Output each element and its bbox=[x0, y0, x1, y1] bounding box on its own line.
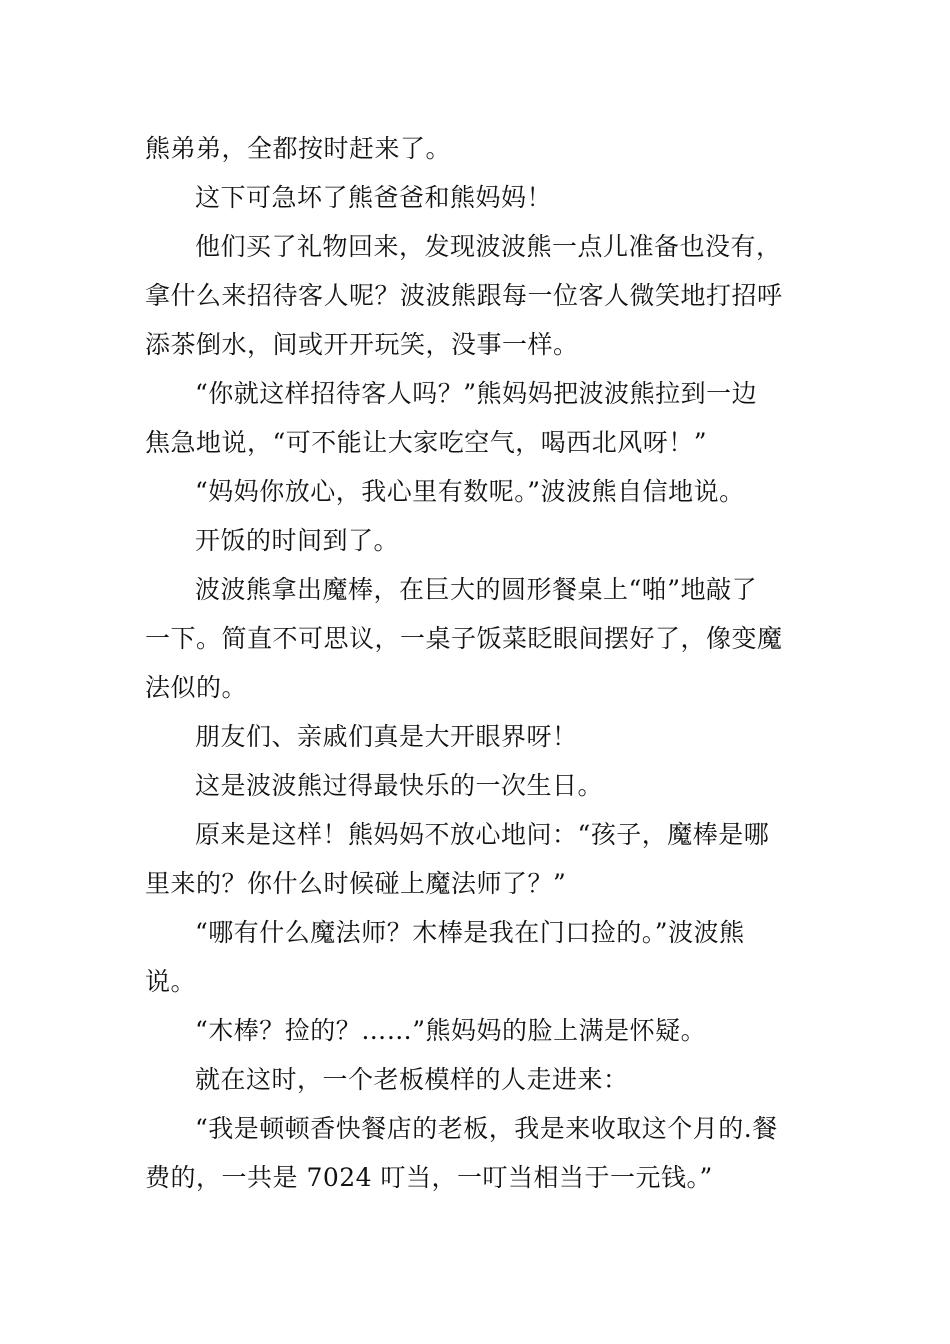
text-line: “哪有什么魔法师？木棒是我在门口捡的。”波波熊 bbox=[195, 918, 745, 947]
text-line: 这下可急坏了熊爸爸和熊妈妈！ bbox=[195, 183, 553, 212]
text-line: “你就这样招待客人吗？”熊妈妈把波波熊拉到一边 bbox=[195, 379, 758, 408]
text-line: 拿什么来招待客人呢？波波熊跟每一位客人微笑地打招呼 bbox=[145, 281, 783, 310]
text-line: 里来的？你什么时候碰上魔法师了？” bbox=[145, 869, 567, 898]
text-line: 法似的。 bbox=[145, 673, 248, 702]
text-line: 波波熊拿出魔棒，在巨大的圆形餐桌上“啪”地敲了 bbox=[195, 575, 758, 604]
text-line: 原来是这样！熊妈妈不放心地问：“孩子，魔棒是哪 bbox=[195, 820, 770, 849]
document-body bbox=[145, 124, 810, 1202]
text-line: “妈妈你放心，我心里有数呢。”波波熊自信地说。 bbox=[195, 477, 745, 506]
text-line: 朋友们、亲戚们真是大开眼界呀！ bbox=[195, 722, 578, 751]
text-line: 一下。简直不可思议，一桌子饭菜眨眼间摆好了，像变魔 bbox=[145, 624, 783, 653]
text-line: 焦急地说，“可不能让大家吃空气，喝西北风呀！” bbox=[145, 428, 708, 457]
text-line: “我是顿顿香快餐店的老板，我是来收取这个月的.餐 bbox=[195, 1114, 778, 1143]
text-line: “木棒？捡的？……”熊妈妈的脸上满是怀疑。 bbox=[195, 1016, 707, 1045]
text-line: 费的，一共是 7024 叮当，一叮当相当于一元钱。” bbox=[145, 1163, 713, 1192]
text-line: 添茶倒水，间或开开玩笑，没事一样。 bbox=[145, 330, 579, 359]
text-line: 这是波波熊过得最快乐的一次生日。 bbox=[195, 771, 604, 800]
text-line: 说。 bbox=[145, 967, 197, 996]
text-line: 就在这时，一个老板模样的人走进来： bbox=[195, 1065, 629, 1094]
text-line: 开饭的时间到了。 bbox=[195, 526, 400, 555]
text-line: 他们买了礼物回来，发现波波熊一点儿准备也没有， bbox=[195, 232, 782, 261]
text-line: 熊弟弟，全都按时赶来了。 bbox=[145, 134, 452, 163]
